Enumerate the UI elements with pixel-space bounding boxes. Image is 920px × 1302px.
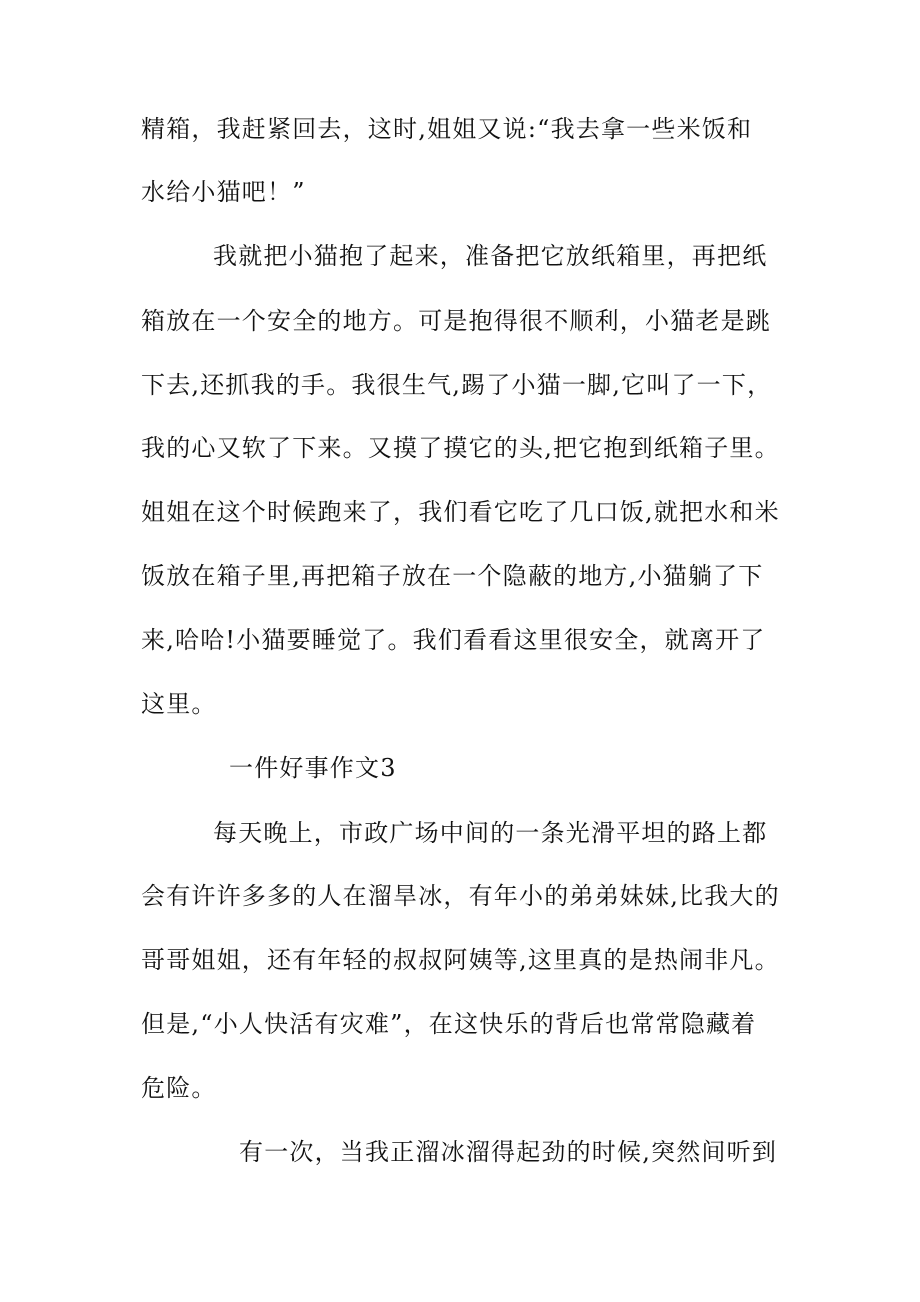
paragraph-2-line-2: 箱放在一个安全的地方。可是抱得很不顺利，小猫老是跳 [141, 307, 771, 335]
paragraph-2-line-5: 姐姐在这个时候跑来了，我们看它吃了几口饭,就把水和米 [141, 498, 780, 526]
paragraph-3-line-2: 会有许许多多的人在溜旱冰，有年小的弟弟妹妹,比我大的 [141, 882, 780, 910]
paragraph-2-line-6: 饭放在箱子里,再把箱子放在一个隐蔽的地方,小猫躺了下 [141, 562, 764, 590]
paragraph-3-line-1: 每天晚上，市政广场中间的一条光滑平坦的路上都 [213, 819, 768, 847]
paragraph-2-line-1: 我就把小猫抱了起来，准备把它放纸箱里，再把纸 [213, 242, 768, 270]
paragraph-3-line-5: 危险。 [141, 1074, 217, 1102]
section-heading: 一件好事作文3 [229, 754, 397, 782]
paragraph-1-line-2: 水给小猫吧！” [141, 178, 306, 206]
paragraph-2-line-4: 我的心又软了下来。又摸了摸它的头,把它抱到纸箱子里。 [141, 434, 780, 462]
paragraph-1-line-1: 精箱，我赶紧回去，这时,姐姐又说:“我去拿一些米饭和 [141, 115, 753, 143]
paragraph-3-line-3: 哥哥姐姐，还有年轻的叔叔阿姨等,这里真的是热闹非凡。 [141, 946, 780, 974]
paragraph-2-line-8: 这里。 [141, 690, 217, 718]
paragraph-2-line-7: 来,哈哈!小猫要睡觉了。我们看看这里很安全，就离开了 [141, 626, 766, 654]
paragraph-4-line-1: 有一次，当我正溜冰溜得起劲的时候,突然间听到 [239, 1138, 778, 1166]
paragraph-3-line-4: 但是,“小人快活有灾难”，在这快乐的背后也常常隐藏着 [141, 1010, 757, 1038]
paragraph-2-line-3: 下去,还抓我的手。我很生气,踢了小猫一脚,它叫了一下， [141, 371, 773, 399]
